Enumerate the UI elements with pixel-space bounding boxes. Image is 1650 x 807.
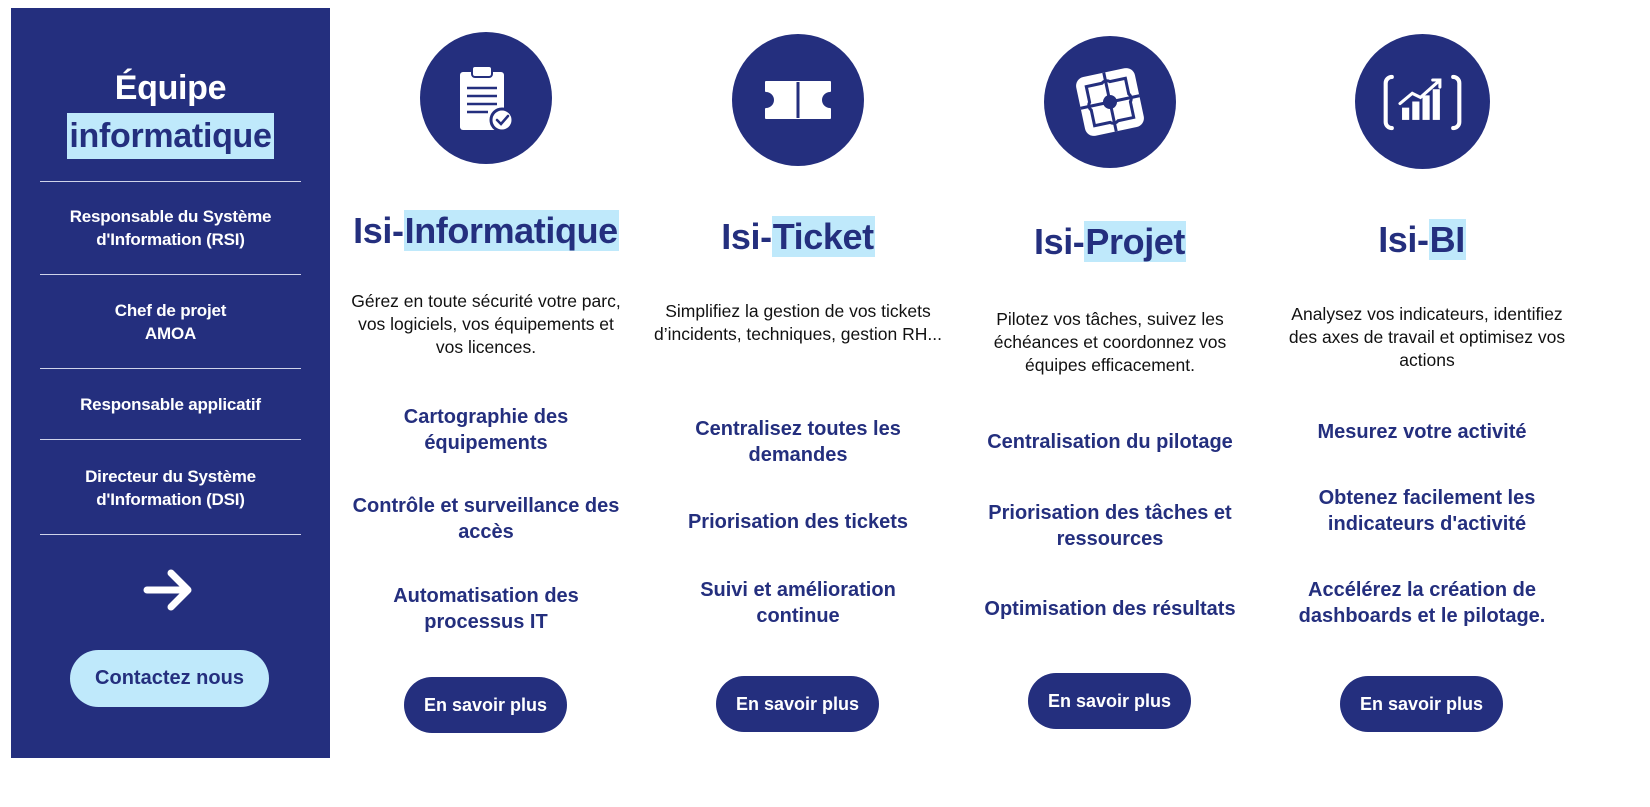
role-amoa xyxy=(31,299,310,345)
product-description: Pilotez vos tâches, suivez les échéances et coordonnez vos équipes efficacement. xyxy=(993,309,1227,375)
sidebar-team-it xyxy=(11,8,330,758)
product-title-prefix: Isi- xyxy=(721,216,772,257)
product-title-prefix: Isi- xyxy=(1033,221,1085,262)
product-title-bi xyxy=(1277,216,1567,264)
learn-more-button-projet[interactable]: En savoir plus xyxy=(1028,673,1191,729)
product-title-name: BI xyxy=(1429,219,1465,260)
product-title-name: Informatique xyxy=(404,210,618,251)
role-amoa-line1: Chef de projet xyxy=(114,301,227,320)
sidebar-title-line2: informatique xyxy=(67,113,273,159)
feature-item: Priorisation des tickets xyxy=(687,511,909,533)
contact-button[interactable]: Contactez nous xyxy=(70,650,269,707)
product-title-name: Projet xyxy=(1085,221,1186,262)
product-title-ticket xyxy=(653,213,943,261)
role-dsi-line1: Directeur du Système xyxy=(85,467,256,486)
feature-item: Automatisation des processus IT xyxy=(393,585,579,633)
feature-item: Optimisation des résultats xyxy=(984,598,1236,620)
ticket-icon xyxy=(732,34,864,166)
sidebar-title-line1: Équipe xyxy=(114,69,227,107)
feature-item: Cartographie des équipements xyxy=(403,406,569,454)
divider xyxy=(40,534,301,535)
arrow-right-icon xyxy=(141,562,197,618)
divider xyxy=(40,439,301,440)
product-title-prefix: Isi- xyxy=(1378,219,1429,260)
feature-item: Accélérez la création de dashboards et le pilotage. xyxy=(1298,579,1546,627)
feature-item: Centralisation du pilotage xyxy=(987,431,1233,453)
product-card-bi xyxy=(1277,0,1567,807)
role-dsi xyxy=(31,465,310,511)
product-title-projet xyxy=(965,218,1255,266)
role-dsi-line2: d'Information (DSI) xyxy=(96,490,245,509)
feature-item: Contrôle et surveillance des accès xyxy=(352,495,620,543)
product-title-prefix: Isi- xyxy=(353,210,404,251)
product-description: Analysez vos indicateurs, identifiez des axes de travail et optimisez vos actions xyxy=(1288,304,1566,370)
product-title-name: Ticket xyxy=(772,216,874,257)
role-app-line1: Responsable applicatif xyxy=(80,395,261,414)
divider xyxy=(40,274,301,275)
feature-item: Mesurez votre activité xyxy=(1317,421,1527,443)
learn-more-button-ticket[interactable]: En savoir plus xyxy=(716,676,879,732)
learn-more-button-informatique[interactable]: En savoir plus xyxy=(404,677,567,733)
feature-item: Suivi et amélioration continue xyxy=(700,579,896,627)
feature-item: Obtenez facilement les indicateurs d'activité xyxy=(1318,487,1536,535)
feature-item: Centralisez toutes les demandes xyxy=(695,418,901,466)
divider xyxy=(40,181,301,182)
product-card-informatique xyxy=(341,0,631,807)
sidebar-title xyxy=(11,64,330,160)
product-title-informatique xyxy=(341,207,631,255)
product-description: Simplifiez la gestion de vos tickets d’incidents, techniques, gestion RH... xyxy=(654,301,942,344)
role-responsable-applicatif xyxy=(31,393,310,416)
role-amoa-line2: AMOA xyxy=(144,324,197,343)
role-rsi xyxy=(31,205,310,251)
product-card-ticket xyxy=(653,0,943,807)
product-description: Gérez en toute sécurité votre parc, vos logiciels, vos équipements et vos licences. xyxy=(351,291,621,357)
puzzle-icon xyxy=(1044,36,1176,168)
product-card-projet xyxy=(965,0,1255,807)
divider xyxy=(40,368,301,369)
role-rsi-line2: d'Information (RSI) xyxy=(96,230,245,249)
chart-growth-icon xyxy=(1355,34,1490,169)
role-rsi-line1: Responsable du Système xyxy=(69,207,272,226)
feature-item: Priorisation des tâches et ressources xyxy=(988,502,1232,550)
clipboard-check-icon xyxy=(420,32,552,164)
learn-more-button-bi[interactable]: En savoir plus xyxy=(1340,676,1503,732)
